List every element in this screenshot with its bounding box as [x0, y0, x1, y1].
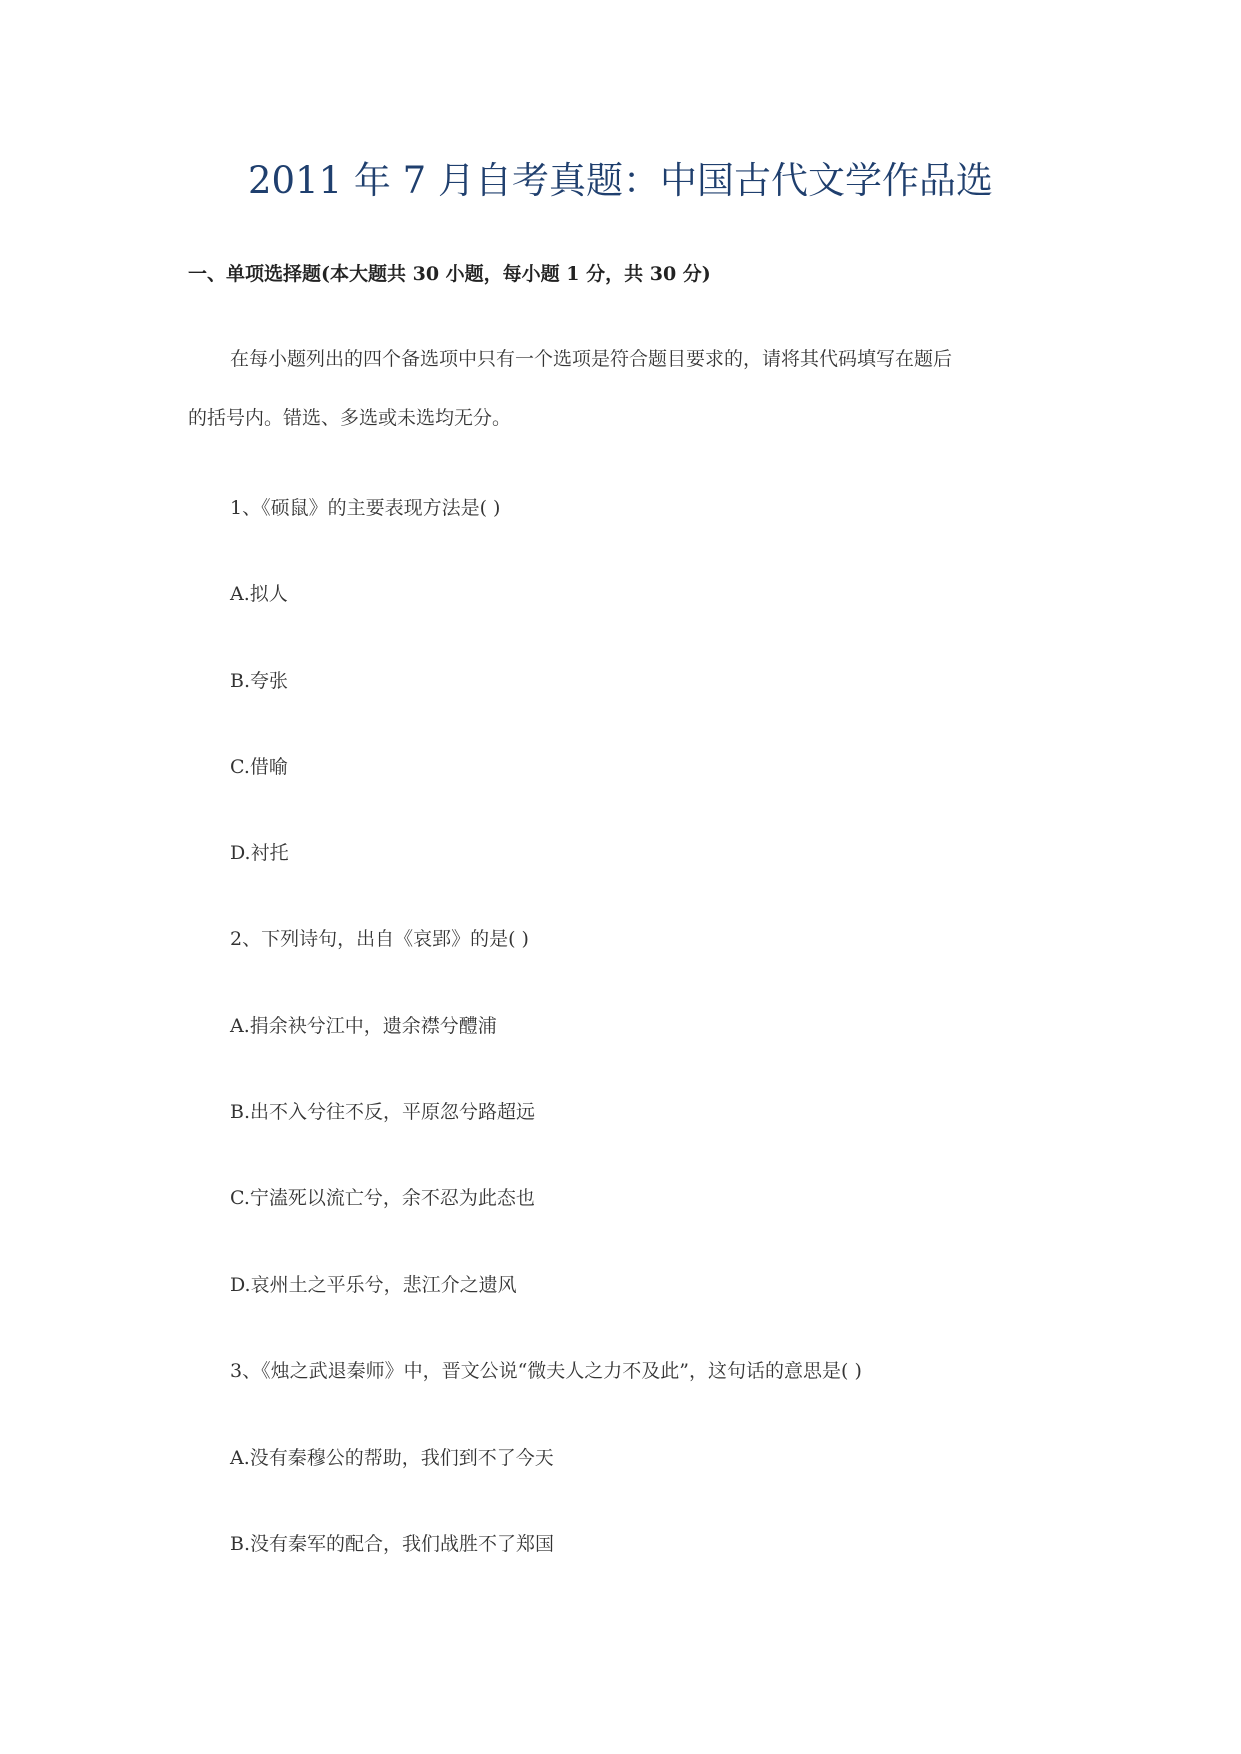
answer-option: B.没有秦军的配合，我们战胜不了郑国	[230, 1533, 555, 1555]
answer-option: A.拟人	[230, 583, 288, 605]
answer-option: C.宁溘死以流亡兮，余不忍为此态也	[230, 1187, 535, 1209]
answer-option: A.捐余袂兮江中，遗余襟兮醴浦	[230, 1015, 497, 1037]
answer-option: D.哀州土之平乐兮，悲江介之遗风	[230, 1274, 517, 1296]
answer-option: D.衬托	[230, 842, 289, 864]
question-stem: 2、下列诗句，出自《哀郢》的是( )	[230, 928, 529, 950]
page-title: 2011 年 7 月自考真题：中国古代文学作品选	[248, 159, 993, 202]
answer-option: B.夸张	[230, 670, 289, 692]
question-stem: 1、《硕鼠》的主要表现方法是( )	[230, 497, 501, 519]
answer-option: C.借喻	[230, 756, 288, 778]
answer-option: A.没有秦穆公的帮助，我们到不了今天	[230, 1447, 554, 1469]
section-heading: 一、单项选择题(本大题共 30 小题，每小题 1 分，共 30 分)	[188, 263, 711, 285]
question-stem: 3、《烛之武退秦师》中，晋文公说“微夫人之力不及此”，这句话的意思是( )	[230, 1360, 862, 1382]
answer-option: B.出不入兮往不反，平原忽兮路超远	[230, 1101, 536, 1123]
instruction-line: 在每小题列出的四个备选项中只有一个选项是符合题目要求的，请将其代码填写在题后	[230, 348, 953, 370]
instruction-line: 的括号内。错选、多选或未选均无分。	[188, 407, 512, 429]
